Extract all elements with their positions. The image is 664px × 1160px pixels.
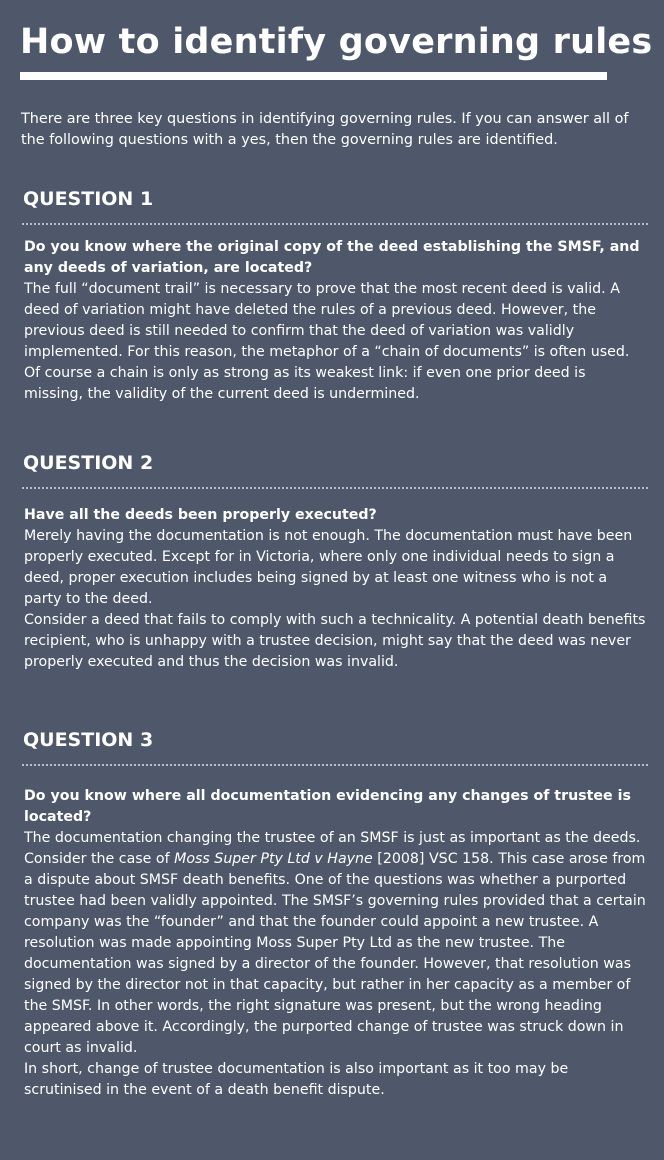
question-2-lead: Have all the deeds been properly executed? bbox=[24, 507, 377, 523]
case-intro-text: Consider the case of bbox=[24, 851, 175, 867]
question-3-case-paragraph bbox=[24, 849, 646, 1059]
question-3-closing-paragraph: In short, change of trustee documentation is also important as it too may be scrutinised in the event of a death benefit dispute. bbox=[24, 1061, 569, 1098]
question-1-body bbox=[24, 237, 646, 405]
question-2-paragraph-1: Merely having the documentation is not enough. The documentation must have been properly executed. Except for in Victoria, where only one individual needs to sign a deed, proper execution includes being signed by at least one witness who is not a party to the deed. bbox=[24, 528, 633, 607]
case-details-text: [2008] VSC 158. This case arose from a dispute about SMSF death benefits. One of the questions was whether a purported trustee had been validly appointed. The SMSF’s governing rules provided that a certain company was the “founder” and that the founder could appoint a new trustee. A resolution was made appointing Moss Super Pty Ltd as the new trustee. The documentation was signed by a director of the founder. However, that resolution was signed by the director not in that capacity, but rather in her capacity as a member of the SMSF. In other words, the right signature was present, but the wrong heading appeared above it. Accordingly, the purported change of trustee was struck down in court as invalid. bbox=[24, 851, 646, 1056]
page-title: How to identify governing rules bbox=[20, 22, 653, 62]
question-1-divider bbox=[22, 223, 648, 225]
question-2-divider bbox=[22, 487, 648, 489]
question-3-body bbox=[24, 786, 646, 1101]
question-2-body bbox=[24, 505, 646, 673]
case-name: Moss Super Pty Ltd v Hayne bbox=[174, 851, 373, 867]
question-3-lead: Do you know where all documentation evidencing any changes of trustee is located? bbox=[24, 788, 631, 825]
question-3-paragraph-1: The documentation changing the trustee of an SMSF is just as important as the deeds. bbox=[24, 830, 641, 846]
question-2-paragraph-2: Consider a deed that fails to comply with such a technicality. A potential death benefits recipient, who is unhappy with a trustee decision, might say that the deed was never properly executed and thus the decision was invalid. bbox=[24, 612, 646, 670]
question-1-paragraph-1: The full “document trail” is necessary to prove that the most recent deed is valid. A deed of variation might have deleted the rules of a previous deed. However, the previous deed is still needed to confirm that the deed of variation was validly implemented. For this reason, the metaphor of a “chain of documents” is often used. Of course a chain is only as strong as its weakest link: if even one prior deed is missing, the validity of the current deed is undermined. bbox=[24, 281, 630, 402]
question-3-divider bbox=[22, 764, 648, 766]
question-1-lead: Do you know where the original copy of the deed establishing the SMSF, and any deeds of variation, are located? bbox=[24, 239, 640, 276]
question-3-heading: QUESTION 3 bbox=[23, 729, 154, 751]
title-underline bbox=[20, 72, 607, 80]
intro-paragraph: There are three key questions in identifying governing rules. If you can answer all of the following questions with a yes, then the governing rules are identified. bbox=[21, 111, 629, 148]
question-1-heading: QUESTION 1 bbox=[23, 188, 154, 210]
question-2-heading: QUESTION 2 bbox=[23, 452, 154, 474]
